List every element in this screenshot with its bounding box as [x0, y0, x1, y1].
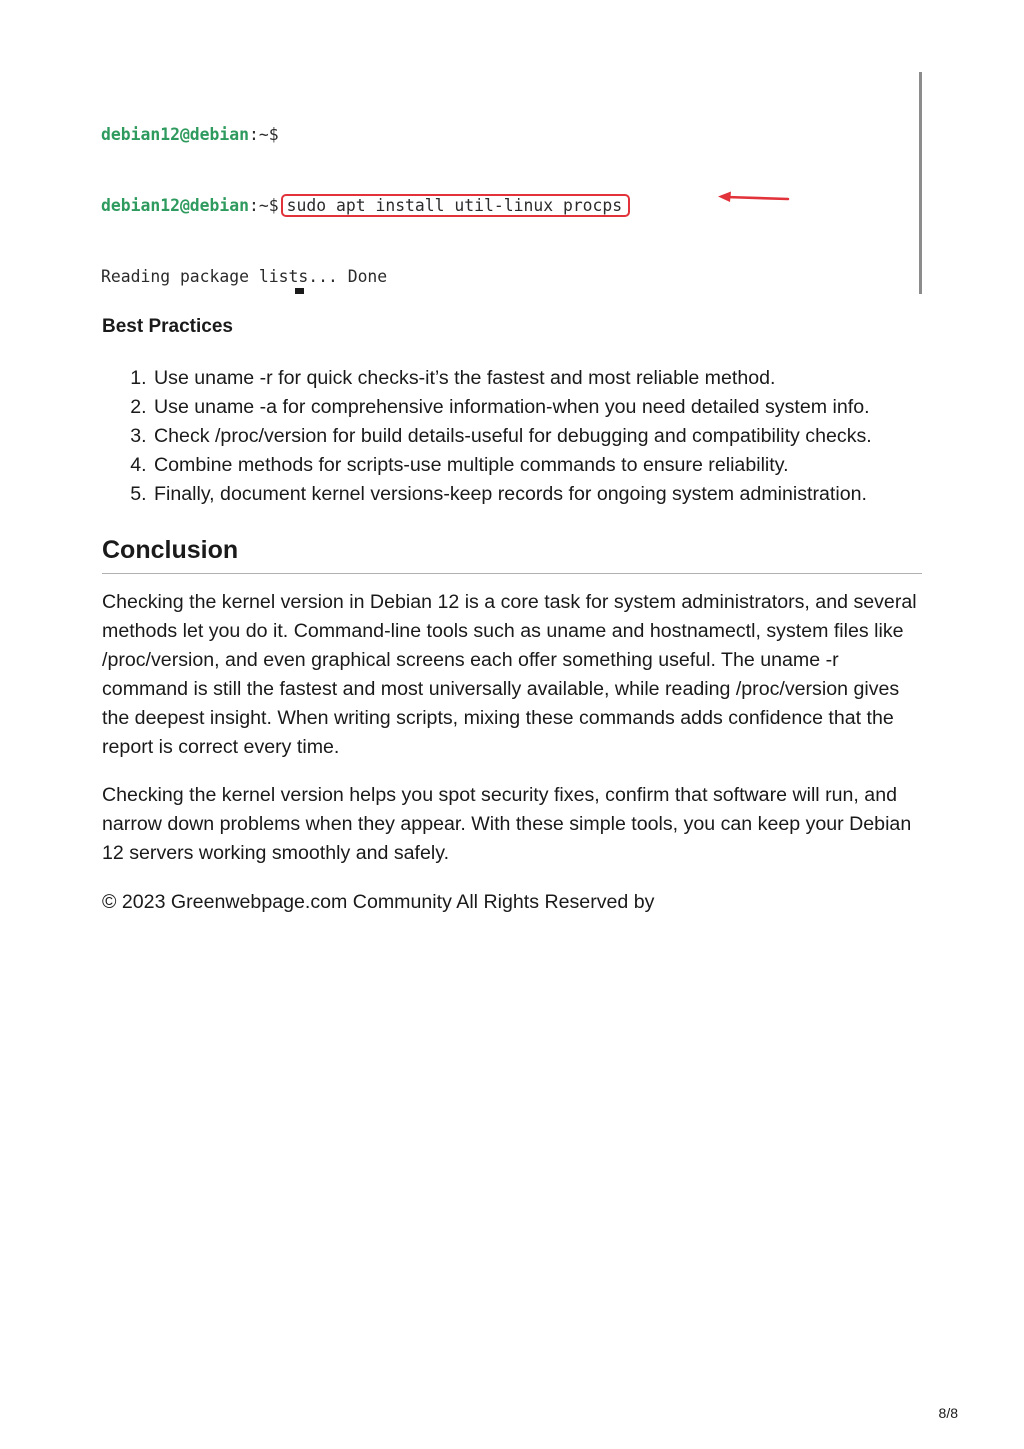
terminal-scrollbar [919, 72, 922, 294]
prompt-symbol: :~$ [249, 195, 279, 215]
prompt-user: debian12@debian [101, 195, 250, 215]
terminal-cursor [295, 288, 304, 294]
list-item: 4. Combine methods for scripts-use multiple commands to ensure reliability. [152, 451, 972, 480]
prompt-user: debian12@debian [101, 125, 250, 145]
conclusion-heading: Conclusion [102, 536, 922, 574]
terminal-prompt-line [101, 123, 723, 147]
prompt-symbol: :~$ [249, 125, 279, 145]
terminal-command-line [101, 194, 723, 218]
red-arrow-left-icon [718, 190, 790, 206]
list-item: 3. Check /proc/version for build details-useful for debugging and compatibility checks. [152, 422, 972, 451]
page-number: 8/8 [938, 1405, 958, 1421]
conclusion-paragraph: Checking the kernel version helps you spot security fixes, confirm that software will run, and narrow down problems when they appear. With these simple tools, you can keep your Debian 12 servers working smoothly and safely. [102, 784, 912, 864]
terminal-screenshot [98, 72, 924, 294]
copyright-text: © 2023 Greenwebpage.com Community All Rights Reserved by [102, 891, 655, 913]
list-item: 2. Use uname -a for comprehensive information-when you need detailed system info. [152, 393, 972, 422]
terminal-output [101, 76, 723, 294]
list-item: 1. Use uname -r for quick checks-it’s the fastest and most reliable method. [152, 364, 972, 393]
list-item: 5. Finally, document kernel versions-keep records for ongoing system administration. [152, 480, 972, 509]
best-practices-heading: Best Practices [102, 316, 233, 337]
highlighted-command: sudo apt install util-linux procps [281, 194, 631, 217]
conclusion-paragraph: Checking the kernel version in Debian 12 is a core task for system administrators, and several methods let you do it. Command-line tools such as uname and hostnamectl, system files like /proc/version, and even graphical screens each offer something useful. The uname -r command is still the fastest and most universally available, while reading /proc/version gives the deepest insight. When writing scripts, mixing these commands adds confidence that the report is correct every time. [102, 591, 917, 758]
terminal-output-line: Reading package lists... Done [101, 266, 388, 286]
best-practices-list [102, 364, 972, 509]
